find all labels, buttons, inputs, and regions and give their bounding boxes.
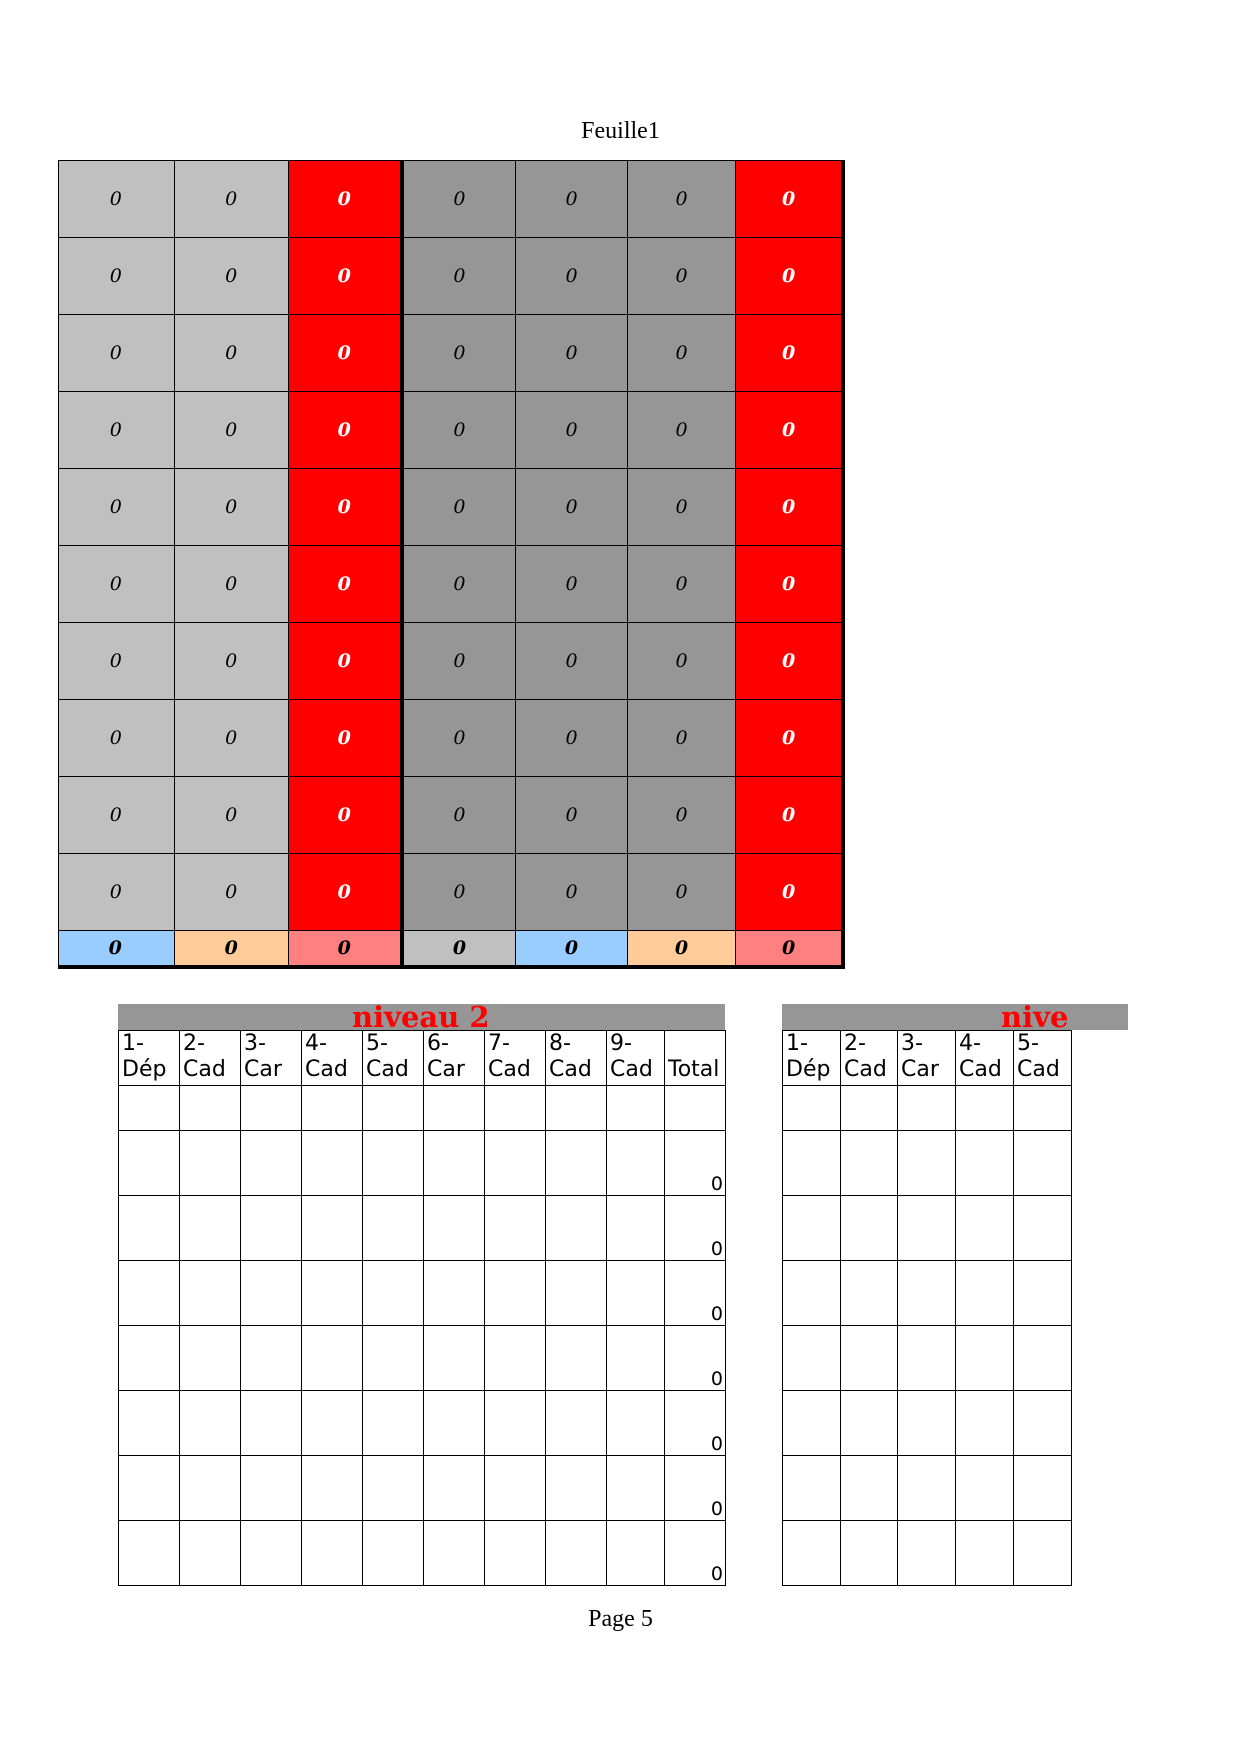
score-cell[interactable] xyxy=(485,1391,546,1456)
column-header-line1: 2- xyxy=(844,1031,866,1056)
top-grid-cell: 0 xyxy=(736,546,843,623)
score-cell[interactable] xyxy=(841,1326,898,1391)
score-cell[interactable] xyxy=(1014,1521,1072,1586)
score-cell[interactable] xyxy=(119,1391,180,1456)
top-grid-cell: 0 xyxy=(736,777,843,854)
top-grid-cell: 0 xyxy=(402,854,516,931)
top-grid-cell: 0 xyxy=(736,700,843,777)
top-grid-cell: 0 xyxy=(736,392,843,469)
score-cell[interactable] xyxy=(783,1196,841,1261)
score-cell[interactable] xyxy=(180,1391,241,1456)
top-grid-cell: 0 xyxy=(627,546,735,623)
top-grid-cell: 0 xyxy=(516,777,628,854)
row-total-cell: 0 xyxy=(665,1261,726,1326)
top-grid-total-cell: 0 xyxy=(402,931,516,968)
top-grid-cell: 0 xyxy=(59,777,175,854)
top-grid-cell: 0 xyxy=(59,469,175,546)
column-header-line1: 7- xyxy=(488,1031,510,1056)
score-cell[interactable] xyxy=(841,1131,898,1196)
score-cell[interactable] xyxy=(546,1326,607,1391)
column-header xyxy=(180,1031,241,1086)
top-grid-cell: 0 xyxy=(288,777,402,854)
score-cell[interactable] xyxy=(363,1456,424,1521)
top-grid-cell: 0 xyxy=(627,392,735,469)
score-cell[interactable] xyxy=(546,1456,607,1521)
top-grid-cell: 0 xyxy=(288,161,402,238)
score-cell[interactable] xyxy=(180,1196,241,1261)
score-cell[interactable] xyxy=(424,1391,485,1456)
top-grid-cell: 0 xyxy=(288,392,402,469)
top-grid-cell: 0 xyxy=(736,623,843,700)
score-cell[interactable] xyxy=(363,1261,424,1326)
score-cell[interactable] xyxy=(180,1521,241,1586)
column-header xyxy=(302,1031,363,1086)
empty-cell[interactable] xyxy=(424,1086,485,1131)
top-grid-cell: 0 xyxy=(174,315,288,392)
top-grid-cell: 0 xyxy=(627,700,735,777)
score-cell[interactable] xyxy=(485,1261,546,1326)
column-header-line2: Cad xyxy=(183,1057,226,1082)
score-cell[interactable] xyxy=(546,1196,607,1261)
top-grid-total-cell: 0 xyxy=(736,931,843,968)
score-cell[interactable] xyxy=(546,1391,607,1456)
top-grid-cell: 0 xyxy=(288,546,402,623)
column-header xyxy=(363,1031,424,1086)
score-cell[interactable] xyxy=(898,1131,956,1196)
column-header-line1 xyxy=(668,1031,725,1057)
column-header-line1: 3- xyxy=(901,1031,923,1056)
score-cell[interactable] xyxy=(898,1261,956,1326)
score-cell[interactable] xyxy=(607,1391,665,1456)
column-header-line1: 5- xyxy=(366,1031,388,1056)
top-grid-cell: 0 xyxy=(516,546,628,623)
score-cell[interactable] xyxy=(783,1326,841,1391)
top-grid-cell: 0 xyxy=(736,161,843,238)
score-cell[interactable] xyxy=(956,1196,1014,1261)
column-header-line2: Car xyxy=(901,1057,939,1082)
top-grid-cell: 0 xyxy=(59,315,175,392)
top-grid-cell: 0 xyxy=(174,623,288,700)
row-total-cell: 0 xyxy=(665,1391,726,1456)
empty-cell[interactable] xyxy=(546,1086,607,1131)
score-cell[interactable] xyxy=(841,1261,898,1326)
score-cell[interactable] xyxy=(241,1391,302,1456)
score-cell[interactable] xyxy=(241,1131,302,1196)
top-grid-cell: 0 xyxy=(174,700,288,777)
column-header-line2: Cad xyxy=(959,1057,1002,1082)
score-cell[interactable] xyxy=(180,1326,241,1391)
top-grid-cell: 0 xyxy=(516,623,628,700)
top-grid-cell: 0 xyxy=(59,700,175,777)
score-cell[interactable] xyxy=(1014,1326,1072,1391)
top-grid-cell: 0 xyxy=(288,854,402,931)
score-cell[interactable] xyxy=(119,1521,180,1586)
level2-title-bar xyxy=(118,1000,725,1034)
column-header xyxy=(607,1031,665,1086)
top-grid-cell: 0 xyxy=(59,238,175,315)
score-cell[interactable] xyxy=(783,1456,841,1521)
column-header-line2: Cad xyxy=(305,1057,348,1082)
column-header-line1: 5- xyxy=(1017,1031,1039,1056)
top-grid-cell: 0 xyxy=(174,469,288,546)
top-grid-cell: 0 xyxy=(174,777,288,854)
top-grid-cell: 0 xyxy=(174,238,288,315)
top-grid-total-cell: 0 xyxy=(516,931,628,968)
top-grid-cell: 0 xyxy=(288,700,402,777)
score-cell[interactable] xyxy=(783,1131,841,1196)
score-cell[interactable] xyxy=(119,1196,180,1261)
level2-table xyxy=(118,1030,726,1586)
score-cell[interactable] xyxy=(607,1261,665,1326)
score-cell[interactable] xyxy=(956,1521,1014,1586)
top-grid-total-cell: 0 xyxy=(627,931,735,968)
column-header-line1: 6- xyxy=(427,1031,449,1056)
score-cell[interactable] xyxy=(956,1326,1014,1391)
top-grid-cell: 0 xyxy=(516,469,628,546)
column-header-line2: Car xyxy=(244,1057,282,1082)
score-cell[interactable] xyxy=(485,1326,546,1391)
score-cell[interactable] xyxy=(485,1456,546,1521)
empty-cell[interactable] xyxy=(665,1086,726,1131)
top-grid-cell: 0 xyxy=(516,854,628,931)
score-cell[interactable] xyxy=(424,1196,485,1261)
score-cell[interactable] xyxy=(424,1326,485,1391)
empty-cell[interactable] xyxy=(485,1086,546,1131)
top-grid-cell: 0 xyxy=(627,161,735,238)
top-grid-cell: 0 xyxy=(402,161,516,238)
score-cell[interactable] xyxy=(241,1261,302,1326)
level3-table xyxy=(782,1030,1072,1586)
row-total-cell: 0 xyxy=(665,1521,726,1586)
score-cell[interactable] xyxy=(607,1456,665,1521)
column-header-line2: Cad xyxy=(549,1057,592,1082)
row-total-cell: 0 xyxy=(665,1456,726,1521)
top-grid-cell: 0 xyxy=(516,238,628,315)
score-cell[interactable] xyxy=(119,1261,180,1326)
score-cell[interactable] xyxy=(1014,1261,1072,1326)
column-header-line1: 2- xyxy=(183,1031,205,1056)
top-grid-cell: 0 xyxy=(627,777,735,854)
top-grid-cell: 0 xyxy=(174,546,288,623)
column-header-line2: Cad xyxy=(1017,1057,1060,1082)
empty-cell[interactable] xyxy=(302,1086,363,1131)
column-header xyxy=(119,1031,180,1086)
column-header-line2: Cad xyxy=(610,1057,653,1082)
column-header-line2: Total xyxy=(668,1057,720,1082)
top-grid-cell: 0 xyxy=(516,161,628,238)
top-grid-cell: 0 xyxy=(59,854,175,931)
row-total-cell: 0 xyxy=(665,1131,726,1196)
score-cell[interactable] xyxy=(607,1131,665,1196)
score-cell[interactable] xyxy=(119,1326,180,1391)
top-grid-cell: 0 xyxy=(402,238,516,315)
top-grid-cell: 0 xyxy=(174,854,288,931)
top-grid-cell: 0 xyxy=(402,777,516,854)
score-cell[interactable] xyxy=(607,1326,665,1391)
score-cell[interactable] xyxy=(898,1456,956,1521)
column-header-line1: 1- xyxy=(122,1031,144,1056)
column-header-line2: Cad xyxy=(488,1057,531,1082)
top-grid-cell: 0 xyxy=(59,623,175,700)
empty-cell[interactable] xyxy=(841,1086,898,1131)
column-header-line1: 1- xyxy=(786,1031,808,1056)
column-header-line2: Car xyxy=(427,1057,465,1082)
score-cell[interactable] xyxy=(485,1131,546,1196)
column-header-line1: 8- xyxy=(549,1031,571,1056)
score-cell[interactable] xyxy=(898,1391,956,1456)
score-cell[interactable] xyxy=(546,1521,607,1586)
score-cell[interactable] xyxy=(302,1131,363,1196)
score-cell[interactable] xyxy=(898,1326,956,1391)
column-header-line1: 4- xyxy=(959,1031,981,1056)
column-header xyxy=(841,1031,898,1086)
score-cell[interactable] xyxy=(363,1131,424,1196)
top-grid-cell: 0 xyxy=(736,854,843,931)
top-grid-cell: 0 xyxy=(516,392,628,469)
empty-cell[interactable] xyxy=(1014,1086,1072,1131)
row-total-cell: 0 xyxy=(665,1196,726,1261)
top-grid-cell: 0 xyxy=(59,546,175,623)
top-grid-cell: 0 xyxy=(627,238,735,315)
score-cell[interactable] xyxy=(302,1521,363,1586)
score-cell[interactable] xyxy=(607,1521,665,1586)
top-grid-cell: 0 xyxy=(174,161,288,238)
score-cell[interactable] xyxy=(841,1196,898,1261)
level3-title: nive xyxy=(1001,1000,1069,1034)
top-grid-cell: 0 xyxy=(402,392,516,469)
top-grid-total-cell: 0 xyxy=(288,931,402,968)
top-grid-cell: 0 xyxy=(402,315,516,392)
top-grid-cell: 0 xyxy=(627,315,735,392)
top-grid-cell: 0 xyxy=(288,315,402,392)
column-header-line2: Dép xyxy=(122,1057,167,1082)
score-cell[interactable] xyxy=(302,1196,363,1261)
column-header xyxy=(485,1031,546,1086)
page-footer: Page 5 xyxy=(588,1606,653,1632)
empty-cell[interactable] xyxy=(607,1086,665,1131)
score-cell[interactable] xyxy=(363,1521,424,1586)
column-header-line2: Dép xyxy=(786,1057,831,1082)
score-cell[interactable] xyxy=(783,1521,841,1586)
column-header xyxy=(424,1031,485,1086)
column-header xyxy=(546,1031,607,1086)
score-cell[interactable] xyxy=(898,1196,956,1261)
score-cell[interactable] xyxy=(119,1131,180,1196)
empty-cell[interactable] xyxy=(363,1086,424,1131)
score-cell[interactable] xyxy=(119,1456,180,1521)
score-cell[interactable] xyxy=(302,1261,363,1326)
empty-cell[interactable] xyxy=(241,1086,302,1131)
score-cell[interactable] xyxy=(546,1261,607,1326)
top-grid-cell: 0 xyxy=(174,392,288,469)
score-cell[interactable] xyxy=(1014,1391,1072,1456)
column-header-line1: 9- xyxy=(610,1031,632,1056)
score-cell[interactable] xyxy=(363,1391,424,1456)
column-header xyxy=(898,1031,956,1086)
top-grid-cell: 0 xyxy=(59,392,175,469)
score-cell[interactable] xyxy=(241,1326,302,1391)
top-grid-cell: 0 xyxy=(627,469,735,546)
score-cell[interactable] xyxy=(180,1131,241,1196)
top-grid-cell: 0 xyxy=(288,238,402,315)
score-cell[interactable] xyxy=(485,1196,546,1261)
empty-cell[interactable] xyxy=(898,1086,956,1131)
column-header-line2: Cad xyxy=(844,1057,887,1082)
top-grid-cell: 0 xyxy=(402,623,516,700)
row-total-cell: 0 xyxy=(665,1326,726,1391)
score-cell[interactable] xyxy=(363,1196,424,1261)
score-cell[interactable] xyxy=(424,1131,485,1196)
top-grid-total-cell: 0 xyxy=(59,931,175,968)
empty-cell[interactable] xyxy=(956,1086,1014,1131)
empty-cell[interactable] xyxy=(119,1086,180,1131)
score-cell[interactable] xyxy=(956,1391,1014,1456)
score-cell[interactable] xyxy=(841,1456,898,1521)
empty-cell[interactable] xyxy=(180,1086,241,1131)
top-grid-cell: 0 xyxy=(288,469,402,546)
level3-title-bar xyxy=(782,1000,1128,1034)
score-cell[interactable] xyxy=(363,1326,424,1391)
top-grid-cell: 0 xyxy=(736,469,843,546)
column-header-line2: Cad xyxy=(366,1057,409,1082)
top-grid-cell: 0 xyxy=(402,700,516,777)
score-cell[interactable] xyxy=(1014,1456,1072,1521)
page-header: Feuille1 xyxy=(581,118,660,144)
top-grid-cell: 0 xyxy=(402,469,516,546)
top-grid-cell: 0 xyxy=(288,623,402,700)
score-cell[interactable] xyxy=(898,1521,956,1586)
column-header xyxy=(783,1031,841,1086)
column-header-line1: 4- xyxy=(305,1031,327,1056)
score-cell[interactable] xyxy=(956,1456,1014,1521)
score-cell[interactable] xyxy=(841,1391,898,1456)
top-grid-cell: 0 xyxy=(736,315,843,392)
score-cell[interactable] xyxy=(302,1391,363,1456)
top-grid-cell: 0 xyxy=(736,238,843,315)
score-cell[interactable] xyxy=(180,1456,241,1521)
score-cell[interactable] xyxy=(241,1196,302,1261)
column-header xyxy=(665,1031,726,1086)
score-cell[interactable] xyxy=(180,1261,241,1326)
score-cell[interactable] xyxy=(783,1391,841,1456)
score-cell[interactable] xyxy=(1014,1131,1072,1196)
score-cell[interactable] xyxy=(302,1456,363,1521)
column-header xyxy=(956,1031,1014,1086)
score-cell[interactable] xyxy=(1014,1196,1072,1261)
score-cell[interactable] xyxy=(607,1196,665,1261)
top-score-grid xyxy=(108,160,905,979)
top-grid-cell: 0 xyxy=(59,161,175,238)
score-cell[interactable] xyxy=(841,1521,898,1586)
top-grid-cell: 0 xyxy=(627,854,735,931)
score-cell[interactable] xyxy=(956,1261,1014,1326)
score-cell[interactable] xyxy=(302,1326,363,1391)
score-cell[interactable] xyxy=(241,1521,302,1586)
score-cell[interactable] xyxy=(546,1131,607,1196)
score-cell[interactable] xyxy=(424,1521,485,1586)
score-cell[interactable] xyxy=(424,1456,485,1521)
score-cell[interactable] xyxy=(485,1521,546,1586)
top-grid-cell: 0 xyxy=(516,315,628,392)
level2-title: niveau 2 xyxy=(352,1000,490,1034)
score-cell[interactable] xyxy=(956,1131,1014,1196)
top-grid-total-cell: 0 xyxy=(174,931,288,968)
column-header xyxy=(1014,1031,1072,1086)
top-grid-cell: 0 xyxy=(516,700,628,777)
top-grid-cell: 0 xyxy=(402,546,516,623)
column-header xyxy=(241,1031,302,1086)
empty-cell[interactable] xyxy=(783,1086,841,1131)
score-cell[interactable] xyxy=(783,1261,841,1326)
column-header-line1: 3- xyxy=(244,1031,266,1056)
score-cell[interactable] xyxy=(424,1261,485,1326)
top-grid-cell: 0 xyxy=(627,623,735,700)
score-cell[interactable] xyxy=(241,1456,302,1521)
